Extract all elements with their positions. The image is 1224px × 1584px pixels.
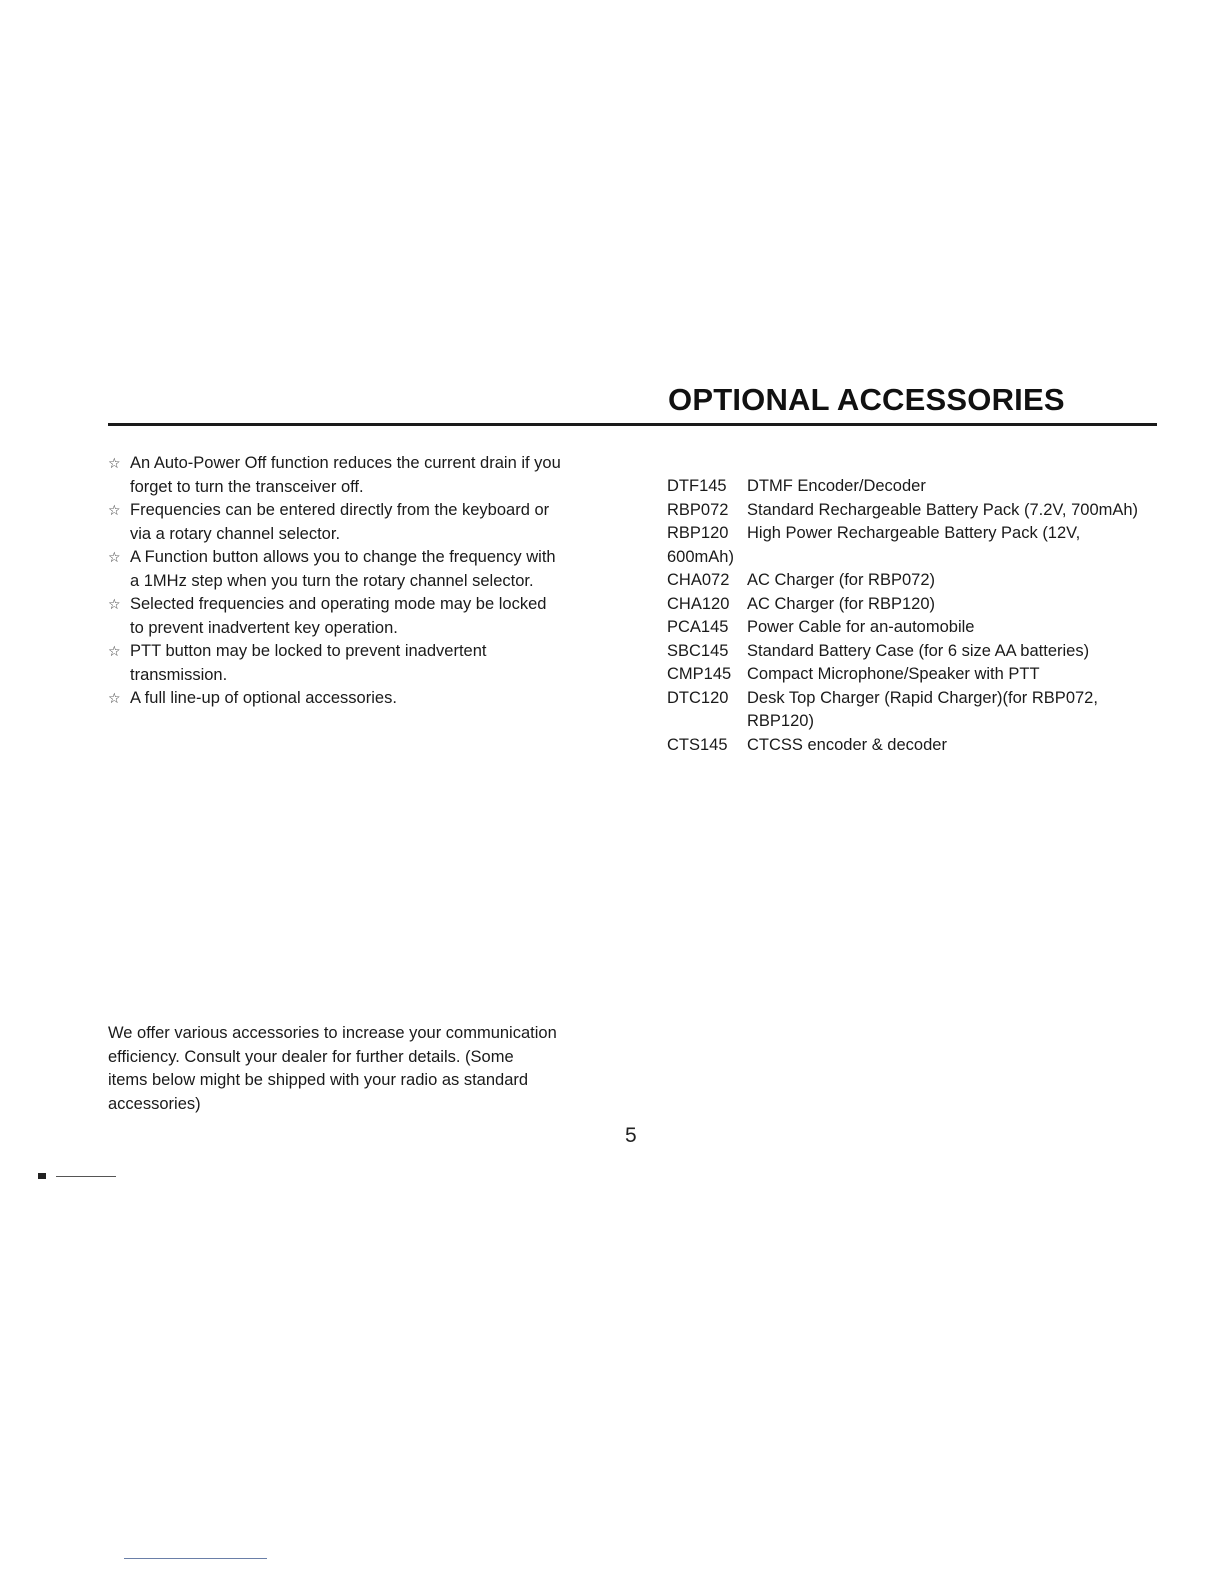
- accessory-code: CHA120: [667, 594, 730, 613]
- feature-line: An Auto-Power Off function reduces the current drain if you: [130, 454, 561, 472]
- scan-mark-line: [56, 1176, 116, 1177]
- feature-list: [108, 452, 608, 711]
- accessory-code: CTS145: [667, 735, 728, 754]
- accessory-code: CMP145: [667, 665, 732, 683]
- accessory-code: PCA145: [667, 618, 729, 636]
- accessory-description: CTCSS encoder & decoder: [747, 735, 947, 754]
- accessories-intro: [108, 1022, 608, 1116]
- feature-line: A full line-up of optional accessories.: [130, 689, 397, 707]
- scan-mark-line: [124, 1558, 267, 1559]
- star-outline-icon: ☆: [108, 455, 121, 471]
- feature-line: PTT button may be locked to prevent inadvertent: [130, 642, 487, 660]
- star-outline-icon: ☆: [108, 690, 121, 706]
- accessory-item: [667, 522, 1187, 569]
- feature-line: via a rotary channel selector.: [130, 524, 341, 543]
- accessory-description: Standard Battery Case (for 6 size AA batteries): [747, 641, 1090, 660]
- intro-line: We offer various accessories to increase your communication: [108, 1024, 557, 1042]
- accessory-description: Compact Microphone/Speaker with PTT: [747, 665, 1040, 683]
- accessory-description-continued: RBP120): [747, 712, 814, 730]
- accessory-list: [667, 475, 1187, 757]
- accessory-description-wrap: 600mAh): [667, 547, 734, 566]
- accessory-description: DTMF Encoder/Decoder: [747, 477, 926, 495]
- accessory-item: [667, 569, 1187, 593]
- star-outline-icon: ☆: [108, 502, 121, 518]
- feature-line: a 1MHz step when you turn the rotary channel selector.: [130, 571, 534, 590]
- star-outline-icon: ☆: [108, 549, 121, 565]
- intro-line: accessories): [108, 1094, 201, 1113]
- scan-mark: [38, 1173, 46, 1179]
- intro-line: items below might be shipped with your radio as standard: [108, 1071, 529, 1089]
- feature-line: Selected frequencies and operating mode may be locked: [130, 595, 547, 613]
- accessory-code: CHA072: [667, 571, 730, 589]
- intro-line: efficiency. Consult your dealer for further details. (Some: [108, 1047, 514, 1066]
- accessory-description: AC Charger (for RBP072): [747, 571, 935, 589]
- feature-line: to prevent inadvertent key operation.: [130, 618, 398, 637]
- accessory-item: [667, 593, 1187, 617]
- accessory-item: [667, 663, 1187, 687]
- feature-item: [108, 687, 608, 711]
- accessory-item: [667, 616, 1187, 640]
- accessory-description: Power Cable for an-automobile: [747, 618, 975, 636]
- accessory-code: SBC145: [667, 641, 729, 660]
- accessory-description: High Power Rechargeable Battery Pack (12V,: [747, 524, 1081, 542]
- section-title: OPTIONAL ACCESSORIES: [668, 382, 1065, 417]
- accessory-code: DTF145: [667, 477, 727, 495]
- feature-item: [108, 452, 608, 499]
- accessory-code: DTC120: [667, 688, 729, 707]
- accessory-item: [667, 687, 1187, 734]
- accessory-item: [667, 475, 1187, 499]
- feature-item: [108, 593, 608, 640]
- feature-line: A Function button allows you to change the frequency with: [130, 548, 556, 566]
- accessory-item: [667, 499, 1187, 523]
- accessory-code: RBP120: [667, 524, 729, 542]
- title-rule: [108, 423, 1157, 426]
- feature-item: [108, 640, 608, 687]
- accessory-code: RBP072: [667, 500, 729, 519]
- feature-line: transmission.: [130, 665, 228, 684]
- accessory-description: Desk Top Charger (Rapid Charger)(for RBP072,: [747, 688, 1098, 707]
- accessory-item: [667, 734, 1187, 758]
- feature-item: [108, 546, 608, 593]
- feature-line: forget to turn the transceiver off.: [130, 477, 364, 496]
- page-number: 5: [625, 1124, 637, 1147]
- accessory-description: AC Charger (for RBP120): [747, 594, 935, 613]
- star-outline-icon: ☆: [108, 596, 121, 612]
- accessory-item: [667, 640, 1187, 664]
- feature-line: Frequencies can be entered directly from the keyboard or: [130, 501, 550, 519]
- star-outline-icon: ☆: [108, 643, 121, 659]
- accessory-description: Standard Rechargeable Battery Pack (7.2V, 700mAh): [747, 500, 1139, 519]
- feature-item: [108, 499, 608, 546]
